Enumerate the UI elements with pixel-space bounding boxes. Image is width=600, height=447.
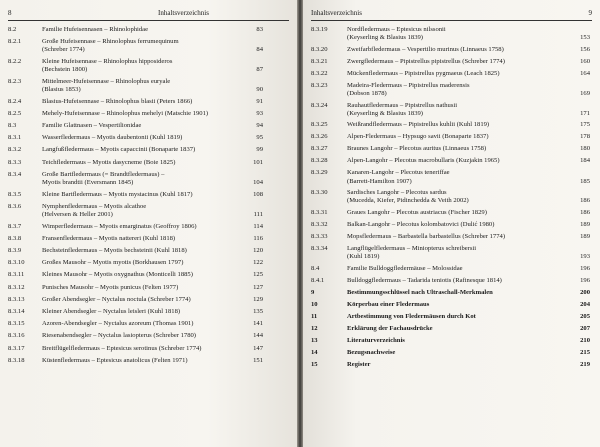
toc-entry-number: 8.3: [8, 122, 17, 129]
toc-entry-title: [347, 209, 487, 217]
toc-entry-title: [347, 313, 476, 321]
toc-entry-page: 127: [253, 283, 263, 291]
toc-entry-title-line: Rauhautfledermaus – Pipistrellus nathusii: [347, 101, 458, 109]
toc-entry-number: 9: [311, 288, 315, 296]
toc-entry-title: [42, 308, 180, 316]
toc-entry-number: 8.2.4: [8, 97, 22, 105]
toc-entry-title-line: Kanaren-Langohr – Plecotus teneriffae: [347, 169, 450, 177]
toc-entry-number: 8.3.26: [311, 133, 328, 141]
toc-entry-page: 93: [256, 109, 263, 117]
toc-entry-number: 8.3.6: [8, 202, 22, 210]
toc-entry-title-line: Kleine Bartfledermaus – Myotis mystacinus (Kuhl 1817): [42, 190, 193, 198]
toc-entry-title: [42, 134, 182, 142]
toc-entry-page: 219: [580, 360, 590, 368]
toc-entry-title: [42, 271, 193, 279]
toc-entry-page: 160: [580, 57, 590, 65]
toc-entry-page: 186: [580, 197, 590, 205]
toc-entry-title-line: Nymphenfledermaus – Myotis alcathoe: [42, 202, 147, 210]
toc-entry-page: 129: [253, 295, 263, 303]
toc-entry-title-line: Weißrandfledermaus – Pipistrellus kuhlii (Kuhl 1819): [347, 121, 490, 129]
toc-entry-title: [347, 301, 429, 309]
toc-entry-title: [347, 26, 446, 42]
running-head: Inhaltsverzeichnis: [158, 9, 209, 17]
toc-entry-page: 141: [253, 320, 263, 328]
toc-entry-number: 8.3.21: [311, 57, 328, 65]
toc-entry-title-line: Myotis brandtii (Eversmann 1845): [42, 179, 134, 186]
toc-entry-number: 11: [311, 312, 318, 320]
toc-entry-number: 8.3.18: [8, 356, 25, 364]
toc-entry-number: 8.2: [8, 26, 17, 33]
toc-entry-number: 8.3.8: [8, 234, 22, 242]
toc-entry-title-line: Langfußfledermaus – Myotis capaccinii (Bonaparte 1837): [42, 146, 196, 154]
toc-entry-number: 8.3.33: [311, 233, 328, 240]
toc-entry-title-line: Erklärung der Fachausdrücke: [347, 324, 433, 332]
toc-entry-title-line: Großer Abendsegler – Nyctalus noctula (Schreber 1774): [42, 295, 191, 303]
toc-entry-title: [347, 277, 502, 285]
toc-entry-number: 8.3.23: [311, 81, 328, 89]
toc-entry-page: 178: [580, 133, 590, 141]
toc-entry-title-line: Breitflügelfledermaus – Eptesicus serotinus (Schreber 1774): [42, 344, 202, 352]
toc-entry-title: [347, 121, 489, 129]
toc-entry-page: 99: [256, 146, 263, 154]
toc-entry-title-line: Zwergfledermaus – Pipistrellus pipistrellus (Schreber 1774): [347, 57, 505, 65]
toc-entry-number: 8.3.27: [311, 145, 328, 153]
toc-entry-title: [42, 110, 208, 118]
toc-entry-number: 8.3.2: [8, 146, 22, 154]
toc-entry-page: 196: [580, 276, 590, 284]
toc-entry-title-line: Azoren-Abendsegler – Nyctalus azoreum (Thomas 1901): [42, 320, 194, 328]
toc-entry-title: [42, 146, 195, 154]
toc-entry-title-line: (Blasius 1853): [42, 86, 81, 93]
toc-entry-title: [42, 58, 172, 74]
toc-entry-title: [347, 325, 433, 333]
toc-entry-number: 8.3.12: [8, 283, 25, 291]
toc-entry-title: [42, 235, 175, 243]
toc-entry-page: 186: [580, 209, 590, 216]
right-page-header: [311, 8, 592, 21]
toc-entry-title-line: Großes Mausohr – Myotis myotis (Borkhausen 1797): [42, 259, 184, 267]
toc-entry-title-line: Sardisches Langohr – Plecotus sardus: [347, 189, 447, 197]
toc-entry-number: 8.3.4: [8, 170, 22, 178]
toc-entry-title: [347, 102, 457, 118]
toc-entry-title: [42, 203, 146, 219]
toc-entry-title-line: Fransenfledermaus – Myotis nattereri (Kuhl 1818): [42, 234, 176, 242]
toc-entry-title: [347, 289, 493, 297]
toc-entry-title: [347, 221, 494, 229]
toc-entry-title-line: (Keyserling & Blasius 1839): [347, 109, 424, 117]
toc-entry-page: 83: [256, 26, 263, 33]
toc-entry-page: 147: [253, 344, 263, 352]
toc-entry-title-line: (Schreber 1774): [42, 46, 85, 54]
toc-entry-title-line: Balkan-Langohr – Plecotus kolombatovici (Dulić 1980): [347, 221, 495, 228]
toc-entry-page: 169: [580, 89, 590, 97]
toc-entry-title-line: Punisches Mausohr – Myotis punicus (Felten 1977): [42, 283, 179, 291]
toc-entry-title: [347, 245, 476, 261]
toc-entry-number: 8.3.29: [311, 169, 328, 177]
toc-entry-title: [42, 191, 193, 199]
toc-entry-number: 14: [311, 348, 318, 356]
toc-entry-title-line: Mopsfledermaus – Barbastella barbastellus (Schreber 1774): [347, 233, 506, 240]
right-page: [303, 0, 600, 447]
toc-entry-page: 91: [256, 97, 263, 105]
toc-entry-title-line: Braunes Langohr – Plecotus auritus (Linnaeus 1758): [347, 145, 487, 153]
toc-entry-number: 10: [311, 300, 318, 308]
toc-entry-title: [42, 357, 188, 365]
toc-entry-number: 8.3.17: [8, 344, 25, 352]
toc-entry-title-line: Graues Langohr – Plecotus austriacus (Fischer 1829): [347, 209, 487, 216]
toc-entry-number: 8.4: [311, 264, 320, 272]
toc-entry-page: 104: [253, 178, 263, 186]
toc-entry-title: [42, 38, 179, 54]
page-number: 9: [588, 9, 592, 17]
toc-entry-title-line: (Helversen & Heller 2001): [42, 211, 113, 218]
toc-entry-title-line: Mittelmeer-Hufeisennase – Rhinolophus euryale: [42, 77, 171, 85]
toc-entry-page: 210: [580, 336, 590, 344]
toc-entry-title-line: (Mucedda, Kiefer, Pidinchedda & Veith 2002): [347, 197, 469, 205]
toc-entry-title-line: Bezugsnachweise: [347, 348, 396, 356]
toc-entry-page: 171: [580, 109, 590, 117]
toc-entry-title-line: Langflügelfledermaus – Miniopterus schreibersii: [347, 245, 477, 252]
toc-entry-title-line: Alpen-Fledermaus – Hypsugo savii (Bonaparte 1837): [347, 133, 489, 141]
toc-entry-title-line: Mückenfledermaus – Pipistrellus pygmaeus (Leach 1825): [347, 69, 500, 77]
toc-entry-title: [347, 82, 470, 98]
toc-entry-page: 175: [580, 121, 590, 129]
toc-entry-number: 8.3.13: [8, 295, 25, 303]
toc-entry-page: 114: [253, 222, 263, 230]
toc-entry-number: 8.2.2: [8, 58, 22, 65]
toc-entry-title: [42, 296, 191, 304]
toc-entry-title: [347, 189, 469, 205]
toc-entry-number: 8.3.34: [311, 245, 328, 252]
toc-entry-title: [42, 159, 175, 167]
toc-entry-number: 8.3.32: [311, 221, 328, 228]
toc-entry-page: 101: [253, 158, 263, 166]
left-page-header: [8, 8, 289, 21]
toc-entry-page: 156: [580, 45, 590, 53]
toc-entry-page: 180: [580, 145, 590, 153]
page-number: 8: [8, 9, 12, 17]
toc-entry-page: 94: [256, 122, 263, 129]
toc-entry-page: 185: [580, 177, 590, 185]
toc-entry-number: 13: [311, 336, 318, 344]
toc-entry-page: 84: [256, 46, 263, 54]
toc-entry-title: [347, 157, 500, 165]
toc-entry-title: [347, 361, 370, 369]
toc-entry-number: 8.3.7: [8, 222, 22, 230]
toc-entry-title: [347, 349, 395, 357]
toc-entry-title-line: Madeira-Fledermaus – Pipistrellus maderensis: [347, 81, 470, 89]
toc-entry-title-line: (Keyserling & Blasius 1839): [347, 34, 424, 42]
toc-entry-title: [42, 247, 187, 255]
toc-entry-title: [347, 169, 450, 185]
toc-entry-number: 8.3.28: [311, 157, 328, 165]
toc-entry-page: 87: [256, 66, 263, 74]
toc-entry-page: 125: [253, 271, 263, 279]
toc-entry-title-line: Große Bartfledermaus (= Brandtfledermaus) –: [42, 170, 165, 178]
toc-entry-title: [42, 345, 202, 353]
toc-entry-title-line: Alpen-Langohr – Plecotus macrobullaris (Kuzjakin 1965): [347, 157, 500, 165]
toc-entry-number: 8.3.9: [8, 247, 22, 254]
toc-entry-title: [42, 284, 178, 292]
toc-entry-title-line: Nordfledermaus – Eptesicus nilssonii: [347, 26, 446, 33]
toc-entry-title-line: Große Hufeisennase – Rhinolophus ferrumequinum: [42, 38, 179, 46]
toc-entry-number: 15: [311, 360, 318, 368]
toc-entry-number: 8.3.16: [8, 332, 25, 340]
toc-entry-page: 215: [580, 348, 590, 356]
toc-entry-page: 108: [253, 190, 263, 198]
toc-entry-page: 95: [256, 134, 263, 142]
toc-entry-title: [347, 265, 463, 273]
toc-entry-number: 8.3.25: [311, 121, 328, 129]
toc-entry-title-line: Artbestimmung von Fledermäusen durch Kot: [347, 312, 476, 320]
toc-entry-title-line: Küstenfledermaus – Eptesicus anatolicus (Felten 1971): [42, 356, 188, 364]
toc-entry-page: 144: [253, 332, 263, 340]
toc-entry-title-line: Teichfledermaus – Myotis dasycneme (Boie 1825): [42, 158, 176, 166]
toc-entry-title-line: Register: [347, 360, 371, 368]
toc-entry-page: 193: [580, 253, 590, 261]
toc-entry-title-line: Zweifarbfledermaus – Vespertilio murinus (Linnaeus 1758): [347, 45, 504, 53]
toc-entry-page: 151: [253, 356, 263, 364]
toc-entry-title: [42, 320, 193, 328]
toc-entry-title-line: Familie Bulldoggfledermäuse – Molossidae: [347, 264, 463, 272]
toc-entry-title: [347, 233, 505, 241]
toc-entry-title-line: Bestimmungsschlüssel nach Ultraschall-Merkmalen: [347, 288, 493, 296]
toc-entry-title-line: Körperbau einer Fledermaus: [347, 300, 430, 308]
toc-entry-title: [347, 58, 505, 66]
toc-entry-title: [347, 145, 486, 153]
toc-entry-title: [42, 171, 164, 187]
toc-entry-page: 116: [253, 234, 263, 242]
toc-entry-page: 207: [580, 324, 590, 332]
toc-entry-number: 8.3.11: [8, 271, 25, 279]
toc-entry-page: 120: [253, 247, 263, 254]
toc-entry-title: [42, 78, 170, 94]
toc-entry-page: 205: [580, 312, 590, 320]
toc-entry-number: 8.3.24: [311, 101, 328, 109]
toc-entry-page: 189: [580, 221, 590, 228]
toc-entry-page: 90: [256, 85, 263, 93]
toc-entry-title: [42, 26, 148, 34]
toc-entry-title-line: Wasserfledermaus – Myotis daubentonii (Kuhl 1819): [42, 134, 183, 142]
toc-entry-title: [347, 337, 405, 345]
toc-entry-title-line: Familie Hufeisennasen – Rhinolophidae: [42, 26, 149, 33]
toc-entry-number: 8.2.5: [8, 109, 22, 117]
toc-entry-page: 111: [253, 210, 263, 218]
toc-entry-title-line: (Bechstein 1800): [42, 66, 88, 74]
toc-entry-number: 8.4.1: [311, 276, 325, 284]
toc-entry-number: 8.3.20: [311, 45, 328, 53]
toc-entry-page: 200: [580, 288, 590, 296]
toc-entry-title: [347, 133, 489, 141]
toc-entry-number: 8.3.14: [8, 308, 25, 315]
toc-entry-title: [42, 259, 183, 267]
toc-entry-number: 8.3.5: [8, 190, 22, 198]
toc-entry-number: 12: [311, 324, 318, 332]
toc-entry-number: 8.3.22: [311, 69, 328, 77]
left-page: [0, 0, 297, 447]
toc-entry-page: 135: [253, 308, 263, 315]
toc-entry-title-line: Familie Glattnasen – Vespertilionidae: [42, 122, 142, 129]
toc-entry-title: [42, 332, 196, 340]
toc-entry-number: 8.3.19: [311, 26, 328, 33]
toc-entry-page: 164: [580, 69, 590, 77]
toc-entry-title-line: Kleine Hufeisennase – Rhinolophus hipposideros: [42, 58, 173, 65]
toc-entry-title-line: (Dobson 1878): [347, 90, 387, 97]
toc-entry-title-line: Mehely-Hufeisennase – Rhinolophus mehelyi (Matschie 1901): [42, 109, 209, 117]
toc-entry-page: 204: [580, 300, 590, 308]
toc-entry-title-line: Riesenabendsegler – Nyctalus lasiopterus (Schreber 1780): [42, 332, 196, 340]
toc-entry-page: 122: [253, 259, 263, 267]
toc-entry-number: 8.2.3: [8, 77, 22, 85]
toc-entry-title-line: Wimperfledermaus – Myotis emarginatus (Geoffroy 1806): [42, 222, 197, 230]
toc-entry-title: [42, 122, 141, 130]
toc-entry-number: 8.3.31: [311, 209, 328, 216]
toc-entry-number: 8.3.10: [8, 259, 25, 267]
running-head: Inhaltsverzeichnis: [311, 9, 362, 17]
toc-entry-page: 189: [580, 233, 590, 240]
toc-entry-title-line: Literaturverzeichnis: [347, 336, 405, 344]
toc-entry-title-line: Blasius-Hufeisennase – Rhinolophus blasii (Peters 1866): [42, 97, 193, 105]
toc-entry-number: 8.3.15: [8, 320, 25, 328]
toc-entry-title: [42, 223, 197, 231]
toc-entry-number: 8.3.1: [8, 134, 22, 142]
toc-entry-page: 196: [580, 264, 590, 272]
toc-entry-title-line: Kleines Mausohr – Myotis oxygnathus (Monticelli 1885): [42, 271, 193, 279]
toc-entry-title-line: Kleiner Abendsegler – Nyctalus leisleri (Kuhl 1818): [42, 308, 181, 315]
toc-entry-title-line: Bechsteinfledermaus – Myotis bechsteinii (Kuhl 1818): [42, 247, 187, 254]
toc-entry-title-line: (Kuhl 1819): [347, 253, 380, 261]
toc-entry-title: [347, 46, 504, 54]
toc-entry-number: 8.3.3: [8, 158, 22, 166]
toc-entry-title-line: (Barrett-Hamilton 1907): [347, 177, 412, 185]
toc-entry-page: 184: [580, 157, 590, 165]
toc-entry-title: [42, 98, 192, 106]
toc-entry-number: 8.2.1: [8, 38, 22, 46]
toc-entry-title: [347, 70, 500, 78]
toc-entry-title-line: Bulldoggfledermaus – Tadarida teniotis (Rafinesque 1814): [347, 276, 502, 284]
toc-entry-page: 153: [580, 34, 590, 42]
toc-entry-number: 8.3.30: [311, 189, 328, 197]
